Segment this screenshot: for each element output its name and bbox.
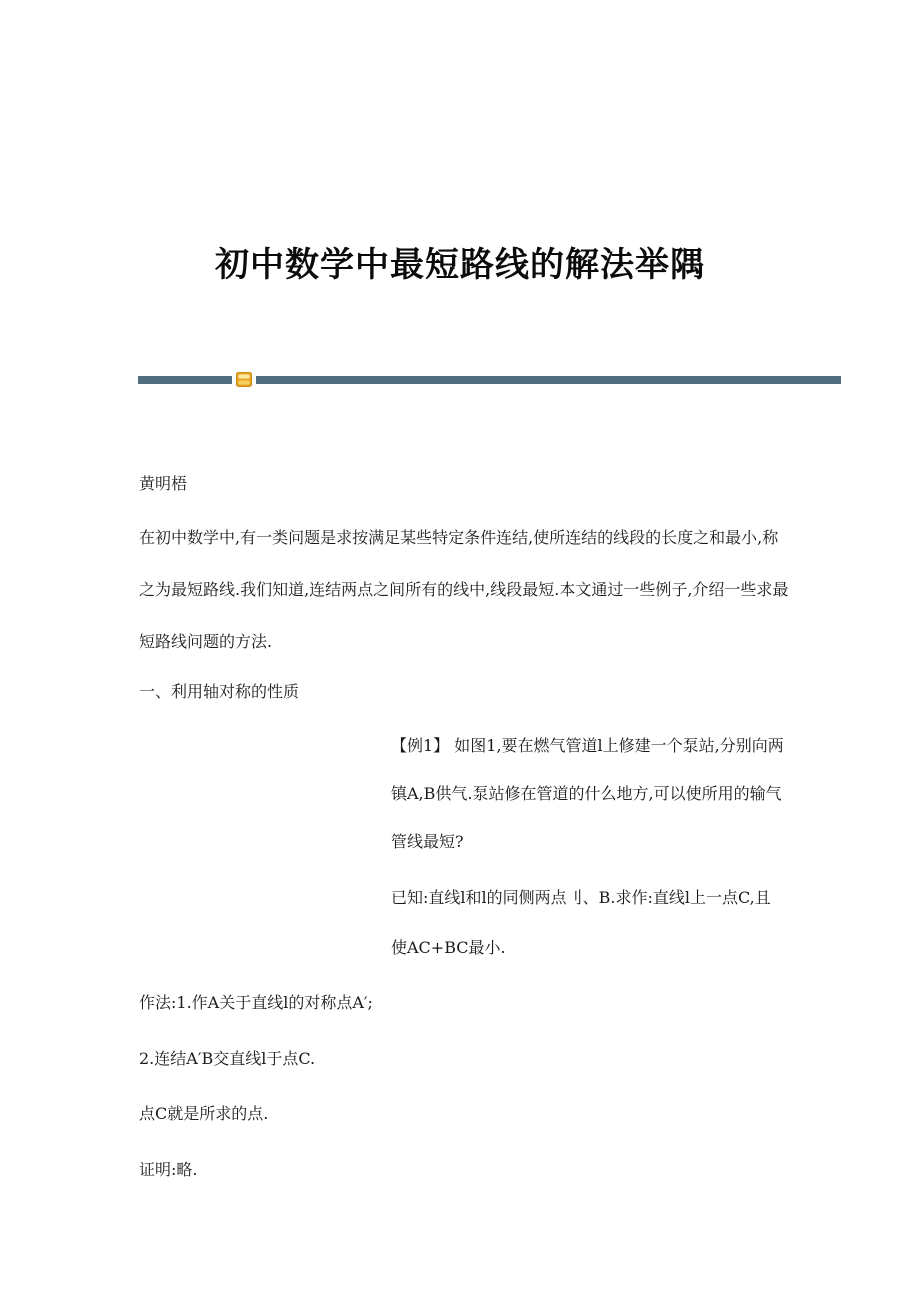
example-1-paragraph: 【例1】 如图1,要在燃气管道l上修建一个泵站,分别向两镇A,B供气.泵站修在管道的什么地方,可以使所用的输气管线最短? <box>391 736 784 851</box>
method-step-1: 作法:1.作A关于直线l的对称点A′; <box>139 993 373 1012</box>
method-step-2: 2.连结A′B交直线l于点C. <box>139 1049 316 1068</box>
intro-paragraph: 在初中数学中,有一类问题是求按满足某些特定条件连结,使所连结的线段的长度之和最小,称之为最短路线.我们知道,连结两点之间所有的线中,线段最短.本文通过一些例子,介绍一些求最短路线问题的方法. <box>139 528 789 651</box>
document-title: 初中数学中最短路线的解法举隅 <box>215 244 705 285</box>
given-paragraph: 已知:直线l和l的同侧两点刂、B.求作:直线l上一点C,且使AC+BC最小. <box>391 888 771 957</box>
divider-right-bar <box>256 376 841 384</box>
divider-ornament-icon <box>236 372 252 387</box>
divider-left-bar <box>138 376 232 384</box>
author-name: 黄明梧 <box>139 474 188 493</box>
title-divider <box>138 370 841 388</box>
conclusion-paragraph: 点C就是所求的点. <box>139 1104 269 1123</box>
proof-paragraph: 证明:略. <box>139 1160 198 1179</box>
section-heading: 一、利用轴对称的性质 <box>139 682 300 701</box>
